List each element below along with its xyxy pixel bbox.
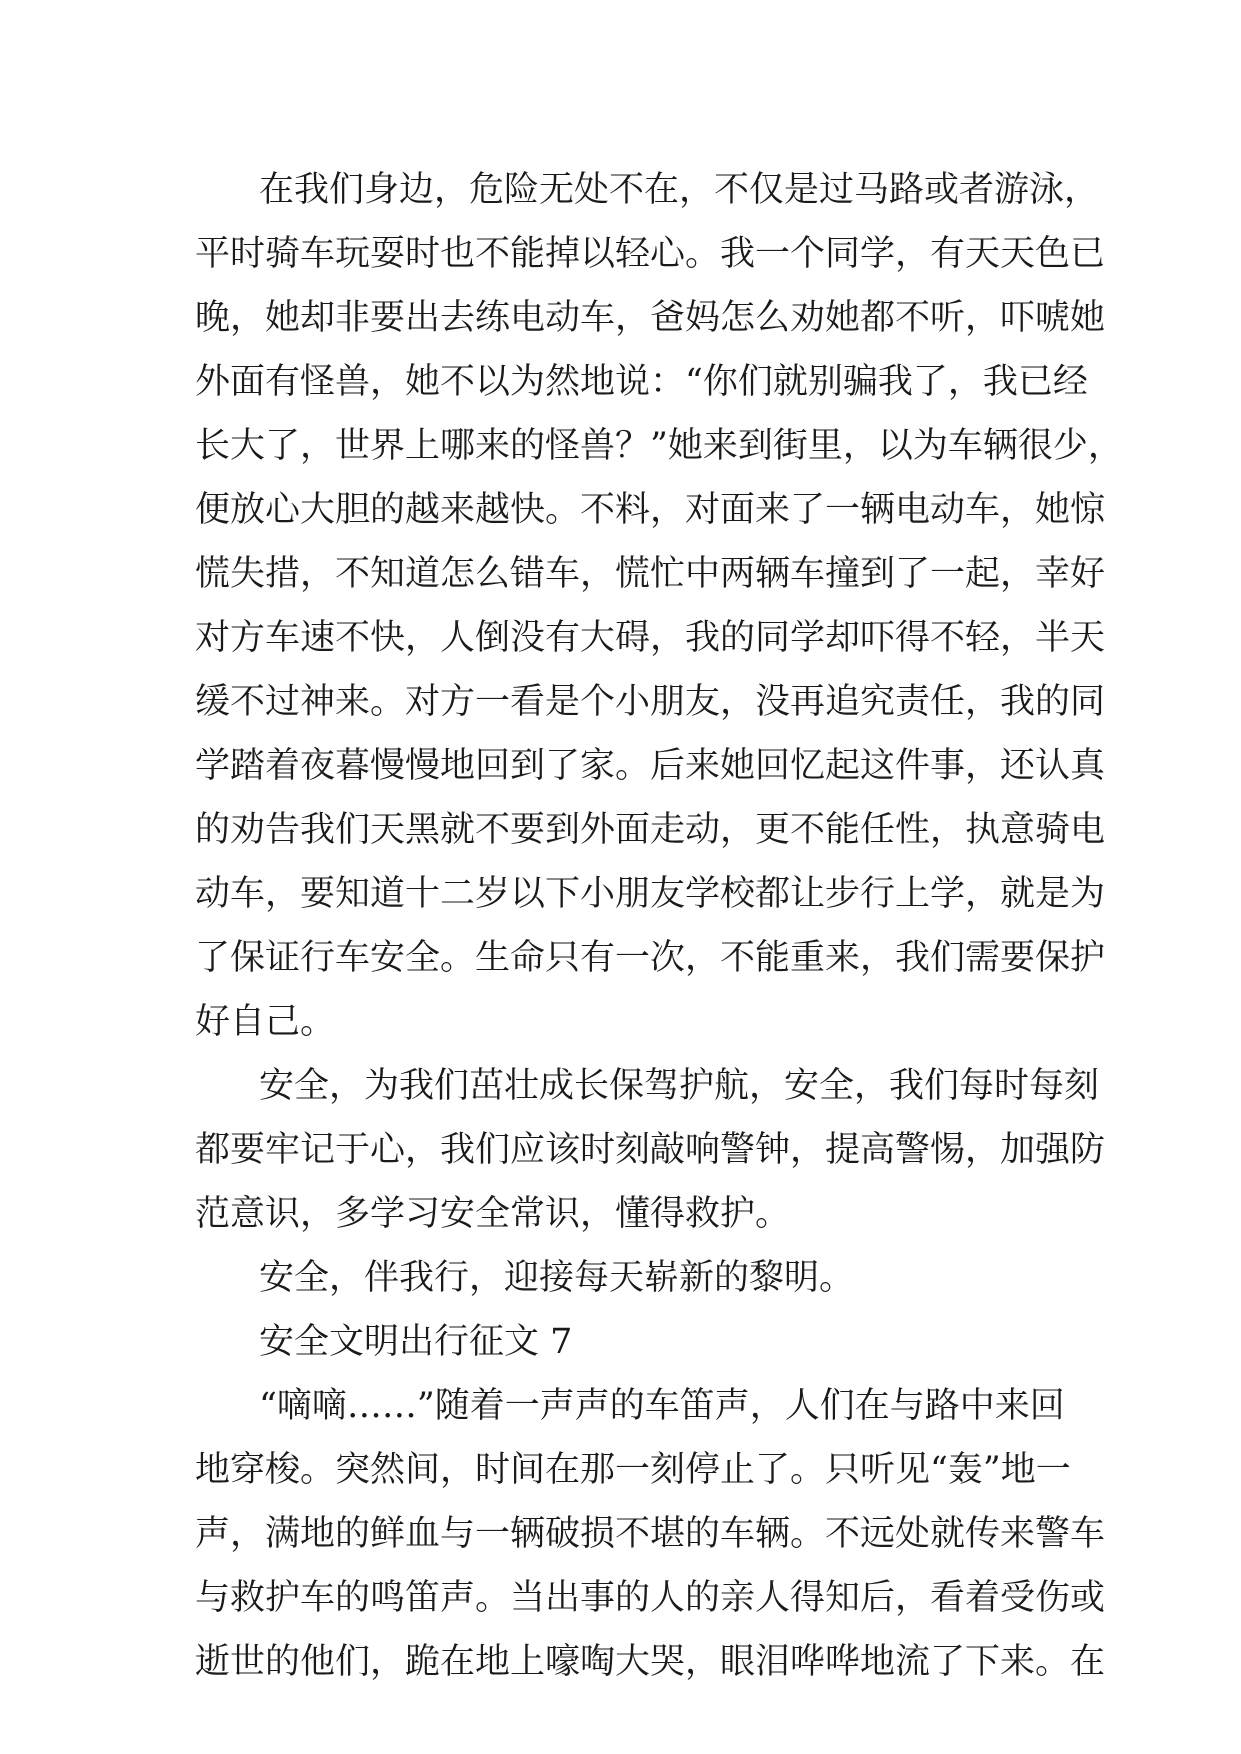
text-line: 慌失措，不知道怎么错车，慌忙中两辆车撞到了一起，幸好: [195, 554, 1106, 594]
text-line: 动车，要知道十二岁以下小朋友学校都让步行上学，就是为: [195, 874, 1106, 914]
paragraph-3: [195, 1246, 1055, 1310]
paragraph-4: [195, 1374, 1106, 1694]
text-line: 便放心大胆的越来越快。不料，对面来了一辆电动车，她惊: [195, 490, 1106, 530]
text-line: 在我们身边，危险无处不在，不仅是过马路或者游泳，: [259, 170, 1100, 210]
text-line: 的劝告我们天黑就不要到外面走动，更不能任性，执意骑电: [195, 810, 1106, 850]
text-line: 声，满地的鲜血与一辆破损不堪的车辆。不远处就传来警车: [195, 1514, 1106, 1554]
text-line: 对方车速不快，人倒没有大碍，我的同学却吓得不轻，半天: [195, 618, 1106, 658]
text-line: 逝世的他们，跪在地上嚎啕大哭，眼泪哗哗地流了下来。在: [195, 1642, 1106, 1682]
text-line: “嘀嘀……”随着一声声的车笛声，人们在与路中来回: [259, 1386, 1065, 1426]
text-line: 外面有怪兽，她不以为然地说：“你们就别骗我了，我已经: [195, 362, 1088, 402]
text-line: 范意识，多学习安全常识，懂得救护。: [195, 1194, 791, 1234]
text-line: 缓不过神来。对方一看是个小朋友，没再追究责任，我的同: [195, 682, 1106, 722]
document-page: [195, 158, 1123, 1694]
text-line: 与救护车的鸣笛声。当出事的人的亲人得知后，看着受伤或: [195, 1578, 1106, 1618]
text-line: 好自己。: [195, 1002, 336, 1042]
text-line: 安全，伴我行，迎接每天崭新的黎明。: [259, 1258, 855, 1298]
text-line: 都要牢记于心，我们应该时刻敲响警钟，提高警惕，加强防: [195, 1130, 1106, 1170]
text-line: 学踏着夜暮慢慢地回到了家。后来她回忆起这件事，还认真: [195, 746, 1106, 786]
section-heading: [195, 1310, 1055, 1374]
paragraph-1: [195, 158, 1123, 1054]
heading-line: 安全文明出行征文 7: [259, 1322, 573, 1362]
text-line: 晚，她却非要出去练电动车，爸妈怎么劝她都不听，吓唬她: [195, 298, 1106, 338]
text-line: 平时骑车玩耍时也不能掉以轻心。我一个同学，有天天色已: [195, 234, 1106, 274]
paragraph-2: [195, 1054, 1106, 1246]
text-line: 长大了，世界上哪来的怪兽？”她来到街里，以为车辆很少，: [195, 426, 1123, 466]
text-line: 了保证行车安全。生命只有一次，不能重来，我们需要保护: [195, 938, 1106, 978]
text-line: 地穿梭。突然间，时间在那一刻停止了。只听见“轰”地一: [195, 1450, 1071, 1490]
text-line: 安全，为我们茁壮成长保驾护航，安全，我们每时每刻: [259, 1066, 1100, 1106]
